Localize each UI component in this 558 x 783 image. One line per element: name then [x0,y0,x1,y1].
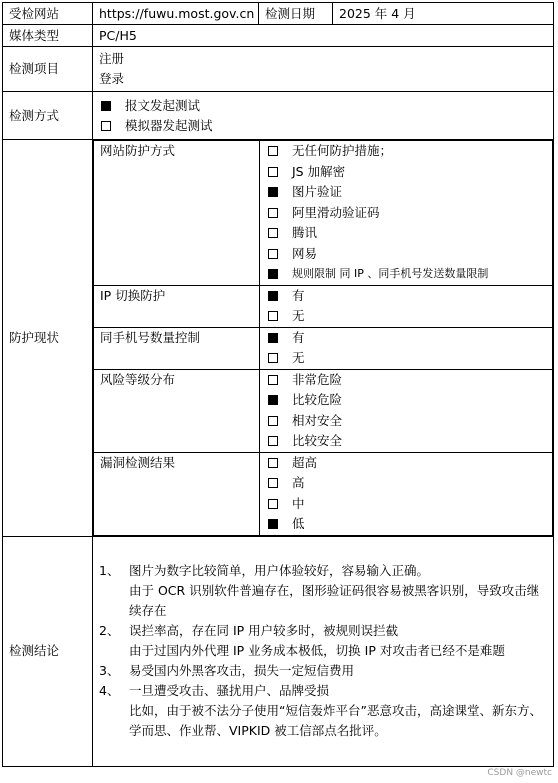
conclusion-line: 易受国内外黑客攻击，损失一定短信费用 [129,663,355,678]
checkbox-icon [268,333,278,343]
checkbox-icon [101,121,111,131]
conclusion-line: 由于 OCR 识别软件普遍存在，图形验证码很容易被黑客识别，导致攻击继续存在 [129,583,540,618]
option-item [266,328,546,349]
checkbox-icon [268,228,278,238]
option-item [266,286,546,307]
option-item [266,453,546,474]
option-label: 比较安全 [292,433,343,448]
checkbox-icon [268,167,278,177]
conclusion-cell [93,536,554,766]
method-option: 模拟器发起测试 [99,116,547,136]
option-label: 阿里滑动验证码 [292,204,380,220]
option-label: 规则限制 同 IP 、同手机号发送数量限制 [292,267,489,280]
option-label: 低 [292,516,305,531]
option-label: 非常危险 [292,371,343,387]
option-item [266,306,546,327]
conclusion-text [129,621,547,661]
date-label: 检测日期 [259,3,333,25]
protection-group-row [94,369,553,452]
checkbox-icon [268,519,278,529]
option-item [266,223,546,244]
conclusion-line: 比如，由于被不法分子使用“短信轰炸平台”恶意攻击，高途课堂、新东方、学而思、作业帮、VIPKID 被工信部点名批评。 [129,703,542,738]
checkbox-icon [268,208,278,218]
option-item [266,514,546,535]
option-label: 腾讯 [292,225,318,240]
checkbox-icon [268,311,278,321]
checkbox-icon [268,291,278,301]
conclusion-text [129,681,547,741]
conclusion-line: 由于过国内外代理 IP 业务成本极低，切换 IP 对攻击者已经不是难题 [129,643,505,658]
conclusion-item [99,561,547,621]
option-label: 图片验证 [292,184,343,199]
conclusion-text [129,661,547,681]
checkbox-icon [268,187,278,197]
option-label: 有 [292,287,305,303]
group-options [260,327,553,369]
group-title: 同手机号数量控制 [94,327,260,369]
date-value: 2025 年 4 月 [333,3,554,25]
conclusion-item [99,681,547,741]
option-label: 无 [292,308,305,323]
option-label: JS 加解密 [292,163,346,179]
report-table [2,2,554,767]
protection-group-row [94,141,553,286]
checkbox-icon [268,458,278,468]
checkbox-icon [101,101,111,111]
protection-cell [93,140,554,537]
conclusion-line: 图片为数字比较简单，用户体验较好，容易输入正确。 [129,563,430,578]
checkbox-icon [268,499,278,509]
option-label: 相对安全 [292,412,343,428]
option-label: 无任何防护措施； [292,143,393,158]
option-label: 网易 [292,245,318,261]
option-label: 高 [292,475,305,490]
protection-table [93,140,553,536]
method-label: 检测方式 [3,92,93,140]
option-label: 超高 [292,454,318,470]
group-title: 网站防护方式 [94,141,260,286]
protection-group-row [94,327,553,369]
checkbox-icon [268,249,278,259]
conclusion-line: 误拦率高，存在同 IP 用户较多时，被规则误拦截 [129,623,399,638]
option-item [266,182,546,203]
method-cell [93,92,554,140]
watermark: CSDN @newtc [487,768,552,778]
conclusion-list [99,561,547,741]
group-options [260,141,553,286]
option-label: 有 [292,329,305,345]
checkbox-icon [268,146,278,156]
option-item [266,473,546,494]
option-item [266,390,546,411]
option-item [266,141,546,162]
option-item [266,162,546,183]
media-value: PC/H5 [93,25,554,47]
conclusion-item [99,661,547,681]
site-label: 受检网站 [3,3,93,25]
item-login: 登录 [99,71,125,86]
conclusion-number: 4、 [99,683,120,698]
option-item [266,348,546,369]
option-label: 无 [292,350,305,365]
conclusion-text [129,561,547,621]
item-register: 注册 [99,51,125,66]
method-option: 报文发起测试 [99,96,547,116]
checkbox-icon [268,375,278,385]
group-title: 漏洞检测结果 [94,452,260,535]
option-item [266,244,546,265]
option-item [266,203,546,224]
protection-label: 防护现状 [3,140,93,537]
conclusion-number: 2、 [99,623,120,638]
option-item [266,370,546,391]
checkbox-icon [268,269,278,279]
checkbox-icon [268,395,278,405]
option-label: 比较危险 [292,392,343,407]
items-label: 检测项目 [3,47,93,92]
media-label: 媒体类型 [3,25,93,47]
option-item [266,494,546,515]
group-options [260,285,553,327]
checkbox-icon [268,353,278,363]
option-label: 中 [292,495,305,511]
conclusion-number: 1、 [99,563,120,578]
group-title: 风险等级分布 [94,369,260,452]
conclusion-label: 检测结论 [3,536,93,766]
items-cell [93,47,554,92]
checkbox-icon [268,478,278,488]
checkbox-icon [268,416,278,426]
option-item [266,411,546,432]
group-options [260,369,553,452]
conclusion-item [99,621,547,661]
option-item [266,264,546,285]
site-value: https://fuwu.most.gov.cn [93,3,259,25]
conclusion-line: 一旦遭受攻击、骚扰用户、品牌受损 [129,683,330,698]
group-title: IP 切换防护 [94,285,260,327]
option-item [266,431,546,452]
conclusion-number: 3、 [99,663,120,678]
checkbox-icon [268,436,278,446]
protection-group-row [94,452,553,535]
protection-group-row [94,285,553,327]
group-options [260,452,553,535]
